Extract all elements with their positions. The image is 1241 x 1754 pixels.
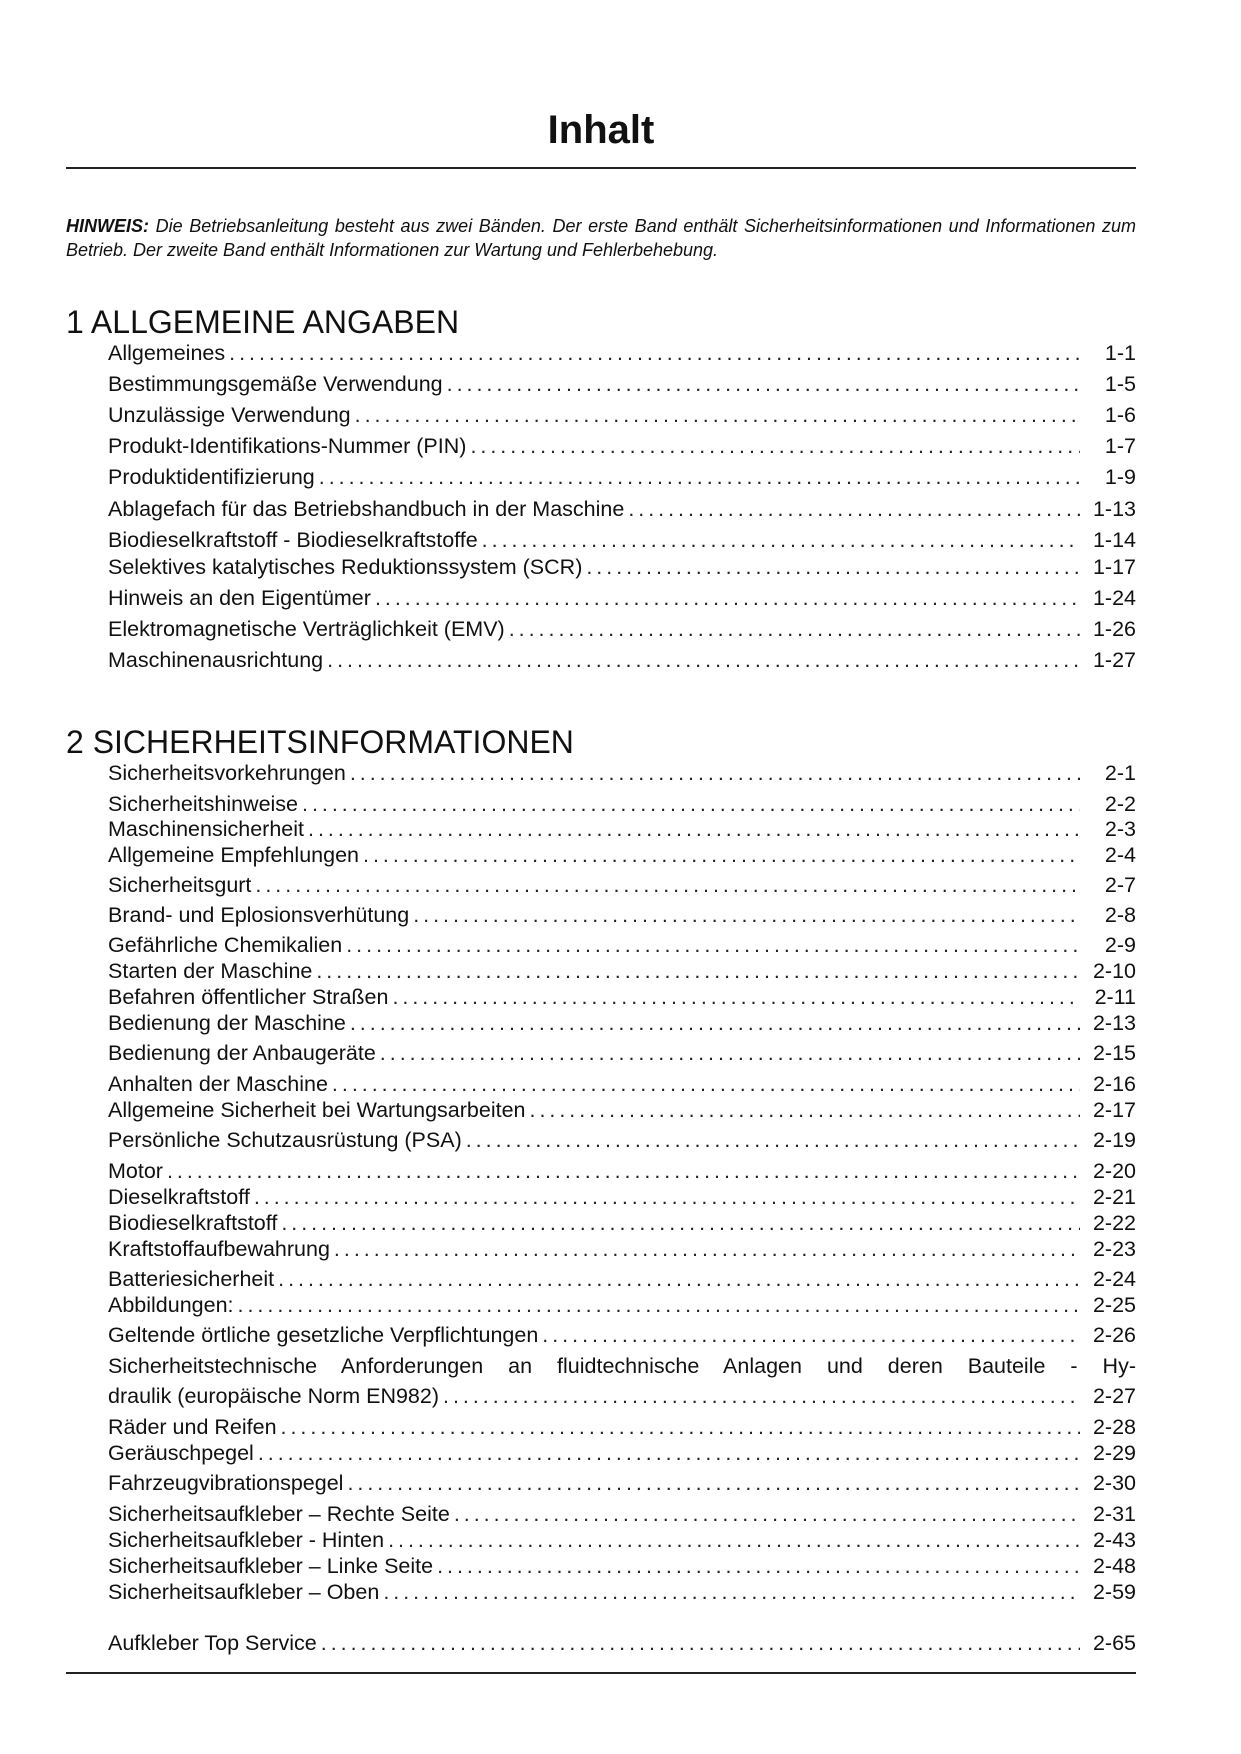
dot-leader [586,554,1080,580]
toc-entry-text: Bedienung der Maschine [108,1011,346,1035]
toc-entry-text: Geräuschpegel [108,1441,254,1465]
toc-entry-text: Maschinensicherheit [108,817,304,841]
toc-entry-text: Geltende örtliche gesetzliche Verpflichtungen [108,1323,539,1347]
toc-page-number: 1-13 [1092,497,1136,521]
toc-entry[interactable] [108,1236,1136,1262]
toc-entry[interactable] [108,760,1136,786]
toc-entry-text: Biodieselkraftstoff - Biodieselkraftstoffe [108,528,478,552]
toc-entry[interactable] [108,371,1136,397]
toc-section-safety [66,724,1136,1660]
toc-page-number: 1-17 [1092,555,1136,579]
toc-entry-text: Selektives katalytisches Reduktionssystem (SCR) [108,555,583,579]
toc-page-number: 2-8 [1104,903,1136,927]
toc-entry-text: Starten der Maschine [108,959,313,983]
toc-entry-text: Kraftstoffaufbewahrung [108,1237,330,1261]
toc-entry-text: Räder und Reifen [108,1415,277,1439]
page-title: Inhalt [547,108,655,152]
toc-page-number: 1-7 [1104,434,1136,458]
toc-entry[interactable] [108,647,1136,673]
toc-entry[interactable] [108,340,1136,366]
toc-entry-text: Sicherheitsaufkleber – Oben [108,1580,380,1604]
toc-entry-text: Batteriesicherheit [108,1267,275,1291]
dot-leader [308,816,1080,842]
dot-leader [281,1414,1080,1440]
toc-entry[interactable] [108,1097,1136,1123]
toc-entry-text: Anhalten der Maschine [108,1072,328,1096]
toc-page-number: 2-30 [1092,1471,1136,1495]
toc-page-number: 2-65 [1092,1631,1136,1655]
toc-entry[interactable] [108,932,1136,958]
dot-leader [628,496,1080,522]
toc-entry-text: Sicherheitsgurt [108,873,252,897]
toc-entry-text: Fahrzeugvibrationspegel [108,1471,344,1495]
toc-entry-text: Dieselkraftstoff [108,1185,250,1209]
toc-page-number: 2-7 [1104,873,1136,897]
toc-page-number: 2-11 [1094,985,1136,1009]
dot-leader [334,1236,1080,1262]
toc-page-number: 1-26 [1092,617,1136,641]
toc-page-number: 2-1 [1104,761,1136,785]
toc-page-number: 2-16 [1092,1072,1136,1096]
toc-entry[interactable] [108,1440,1136,1466]
toc-entry-text: Sicherheitsaufkleber – Rechte Seite [108,1502,450,1526]
toc-page-number: 2-48 [1092,1554,1136,1578]
toc-entry[interactable] [108,1010,1136,1036]
toc-entry-text: Unzulässige Verwendung [108,403,351,427]
dot-leader [542,1322,1080,1348]
toc-page-number: 2-3 [1104,817,1136,841]
dot-leader [470,433,1080,459]
toc-entry[interactable] [108,402,1136,428]
toc-page-number: 2-15 [1092,1041,1136,1065]
toc-entry-text: Allgemeine Sicherheit bei Wartungsarbeiten [108,1098,526,1122]
dot-leader [388,1527,1080,1553]
dot-leader [319,464,1080,490]
toc-entry-text: Sicherheitsaufkleber - Hinten [108,1528,385,1552]
toc-entry[interactable] [108,1501,1136,1527]
toc-entry-text: Bestimmungsgemäße Verwendung [108,372,443,396]
dot-leader [316,958,1080,984]
toc-entry-text: Produktidentifizierung [108,465,315,489]
toc-entry-text: Biodieselkraftstoff [108,1211,278,1235]
toc-page-number: 2-4 [1104,843,1136,867]
toc-page-number: 2-31 [1092,1502,1136,1526]
toc-entry[interactable] [108,1292,1136,1318]
toc-entry[interactable] [108,1040,1136,1066]
dot-leader [380,1040,1080,1066]
toc-page-number: 2-59 [1092,1580,1136,1604]
dot-leader [530,1097,1081,1123]
dot-leader [454,1501,1080,1527]
toc-entry[interactable] [108,496,1136,522]
toc-entry-text: Bedienung der Anbaugeräte [108,1041,376,1065]
dot-leader [350,1010,1080,1036]
toc-entry-text: Befahren öffentlicher Straßen [108,985,389,1009]
dot-leader [413,902,1080,928]
toc-entry-text: Ablagefach für das Betriebshandbuch in der Maschine [108,497,625,521]
toc-entry[interactable] [108,1158,1136,1184]
toc-page-number: 1-1 [1104,341,1136,365]
toc-entry[interactable] [108,984,1136,1010]
toc-entry-text-continued: draulik (europäische Norm EN982) [108,1384,440,1408]
toc-entry-text: Persönliche Schutzausrüstung (PSA) [108,1128,462,1152]
toc-page-number: 2-26 [1092,1323,1136,1347]
toc-entry-text: Allgemeine Empfehlungen [108,843,359,867]
toc-page-number: 2-24 [1092,1267,1136,1291]
dot-leader [332,1071,1080,1097]
toc-page-number: 2-10 [1092,959,1136,983]
dot-leader [443,1383,1080,1409]
section-heading: 1 ALLGEMEINE ANGABEN [66,304,460,340]
dot-leader [509,616,1080,642]
toc-section-general [66,304,1136,677]
toc-entry-text: Maschinenausrichtung [108,648,324,672]
dot-leader [302,791,1080,817]
toc-page-number: 1-27 [1092,648,1136,672]
toc-entry[interactable] [108,616,1136,642]
toc-page-number: 2-20 [1092,1159,1136,1183]
toc-entry-text: Sicherheitsaufkleber – Linke Seite [108,1554,434,1578]
note-paragraph [66,214,1136,262]
toc-entry-text: Elektromagnetische Verträglichkeit (EMV) [108,617,505,641]
toc-entry-text: Sicherheitstechnische Anforderungen an fluidtechnische Anlagen und deren Bauteile - Hy- [108,1354,1136,1378]
toc-page-number: 1-9 [1104,465,1136,489]
toc-page-number: 2-27 [1092,1384,1136,1408]
toc-page-number: 2-43 [1092,1528,1136,1552]
toc-page-number: 2-21 [1092,1185,1136,1209]
toc-entry[interactable] [108,1210,1136,1236]
dot-leader [254,1184,1080,1210]
dot-leader [383,1579,1080,1605]
toc-page-number: 2-28 [1092,1415,1136,1439]
note-label: HINWEIS: [66,216,149,236]
toc-entry[interactable] [108,958,1136,984]
toc-entry[interactable] [108,1184,1136,1210]
footer-divider [66,1672,1136,1674]
toc-page-number: 2-2 [1104,792,1136,816]
toc-entry[interactable] [108,791,1136,817]
dot-leader [437,1553,1080,1579]
toc-entry-text: Brand- und Eplosionsverhütung [108,903,410,927]
toc-entry[interactable] [108,1414,1136,1440]
toc-entry-text: Allgemeines [108,341,226,365]
toc-entry[interactable] [108,585,1136,611]
toc-page-number: 2-25 [1092,1293,1136,1317]
toc-entry[interactable] [108,842,1136,868]
dot-leader [327,647,1080,673]
toc-entry[interactable] [108,872,1136,898]
dot-leader [482,527,1080,553]
dot-leader [355,402,1080,428]
toc-entry[interactable] [108,554,1136,580]
dot-leader [347,1470,1080,1496]
dot-leader [229,340,1080,366]
toc-entry[interactable] [108,816,1136,842]
section-heading: 2 SICHERHEITSINFORMATIONEN [66,724,574,760]
dot-leader [363,842,1080,868]
dot-leader [466,1127,1080,1153]
note-text: Die Betriebsanleitung besteht aus zwei Bänden. Der erste Band enthält Sicherheitsinformationen und Informationen zum Betrieb. Der zweite Band enthält Informationen zur Wartung und Fehlerbehebung. [66,216,1136,260]
dot-leader [447,371,1080,397]
toc-page-number: 1-6 [1104,403,1136,427]
toc-page-number: 2-19 [1092,1128,1136,1152]
toc-entry-text: Gefährliche Chemikalien [108,933,343,957]
toc-list [66,760,1136,1660]
toc-list [66,340,1136,677]
toc-entry[interactable] [108,1071,1136,1097]
dot-leader [281,1210,1080,1236]
dot-leader [255,872,1080,898]
toc-entry[interactable] [108,1527,1136,1553]
toc-page-number: 2-9 [1104,933,1136,957]
toc-entry[interactable] [108,1579,1136,1605]
toc-page-number: 2-23 [1092,1237,1136,1261]
toc-page-number: 2-29 [1092,1441,1136,1465]
toc-page-number: 1-14 [1092,528,1136,552]
toc-entry[interactable] [108,1553,1136,1579]
title-divider [66,167,1136,169]
toc-entry[interactable] [108,1470,1136,1496]
toc-entry[interactable] [108,433,1136,459]
toc-entry[interactable] [108,527,1136,553]
dot-leader [321,1630,1080,1656]
dot-leader [258,1440,1080,1466]
dot-leader [350,760,1080,786]
toc-entry-text: Sicherheitsvorkehrungen [108,761,346,785]
toc-page-number: 2-17 [1092,1098,1136,1122]
toc-page-number: 2-13 [1092,1011,1136,1035]
dot-leader [346,932,1080,958]
toc-page-number: 1-24 [1092,586,1136,610]
toc-entry[interactable] [108,1266,1136,1292]
toc-entry-text: Motor [108,1159,163,1183]
toc-entry[interactable] [108,1322,1136,1348]
toc-entry-text: Produkt-Identifikations-Nummer (PIN) [108,434,467,458]
toc-entry-text: Aufkleber Top Service [108,1631,317,1655]
toc-entry[interactable] [108,464,1136,490]
toc-entry[interactable] [108,902,1136,928]
toc-entry[interactable] [108,1630,1136,1656]
toc-page-number: 1-5 [1104,372,1136,396]
dot-leader [375,585,1080,611]
toc-entry-text: Sicherheitshinweise [108,792,299,816]
dot-leader [392,984,1080,1010]
dot-leader [167,1158,1080,1184]
toc-entry-text: Abbildungen: [108,1293,234,1317]
dot-leader [278,1266,1080,1292]
dot-leader [238,1292,1080,1318]
toc-entry-text: Hinweis an den Eigentümer [108,586,371,610]
toc-page-number: 2-22 [1092,1211,1136,1235]
toc-entry[interactable] [108,1127,1136,1153]
toc-entry[interactable] [108,1353,1136,1409]
